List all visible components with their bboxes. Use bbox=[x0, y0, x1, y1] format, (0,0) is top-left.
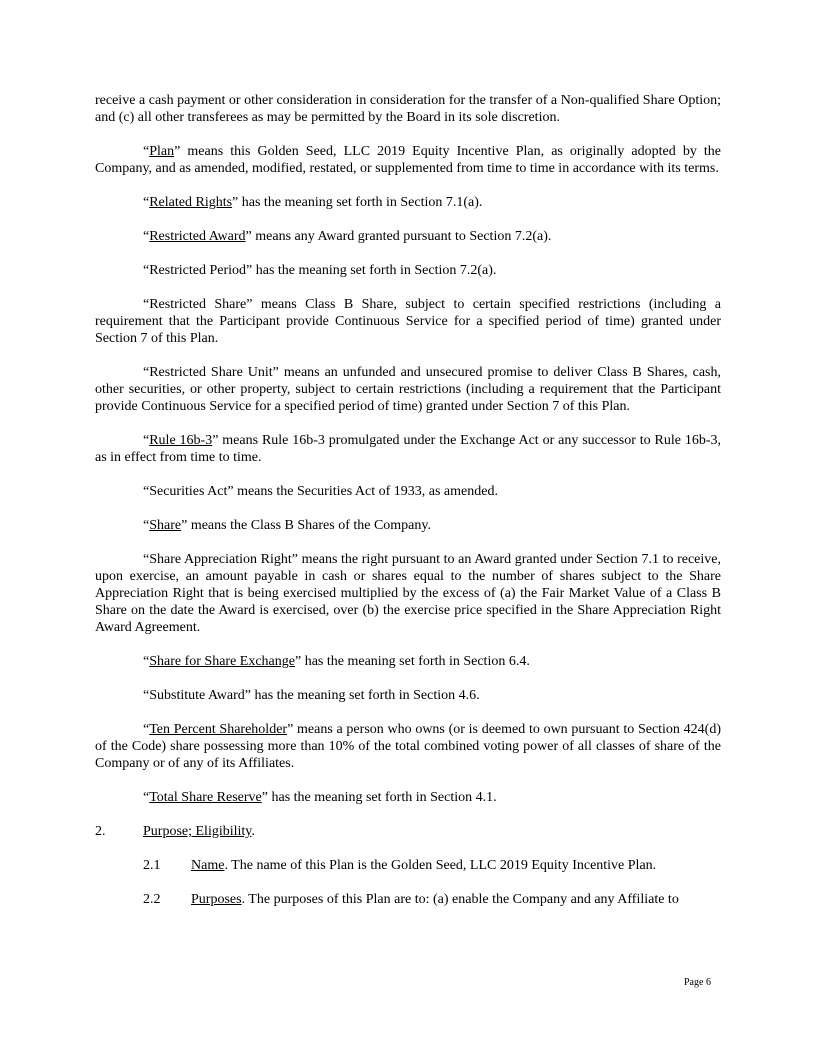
subsection-number: 2.2 bbox=[143, 892, 161, 907]
definition-paragraph-share bbox=[95, 517, 721, 534]
page-number: Page 6 bbox=[684, 977, 711, 988]
quote-open: “ bbox=[143, 433, 150, 448]
definition-paragraph-securities-act bbox=[95, 483, 721, 500]
defined-term: Total Share Reserve bbox=[149, 790, 262, 805]
quote-open: “ bbox=[143, 518, 150, 533]
definition-text: “Share Appreciation Right” means the right pursuant to an Award granted under Section 7.1 to receive, upon exercise, an amount payable in cash or shares equal to the number of shares subject to the Share Appreciation Right that is being exercised multiplied by the excess of (a) the Fair Market Value of a Class B Share on the date the Award is exercised, over (b) the exercise price specified in the Share Appreciation Right Award Agreement. bbox=[95, 552, 721, 635]
definition-text: ” means Rule 16b-3 promulgated under the Exchange Act or any successor to Rule 16b-3, as in effect from time to time. bbox=[95, 433, 721, 465]
document-content bbox=[95, 92, 721, 925]
definition-text: ” has the meaning set forth in Section 6.4. bbox=[295, 654, 530, 669]
section-heading bbox=[95, 823, 721, 840]
quote-open: “ bbox=[143, 195, 150, 210]
quote-open: “ bbox=[143, 654, 150, 669]
definition-text: ” means any Award granted pursuant to Section 7.2(a). bbox=[245, 229, 552, 244]
defined-term: Share bbox=[149, 518, 182, 533]
paragraph-text: receive a cash payment or other consideration in consideration for the transfer of a Non-qualified Share Option; and (c) all other transferees as may be permitted by the Board in its sole discretion. bbox=[95, 93, 721, 125]
definition-text: ” has the meaning set forth in Section 7.1(a). bbox=[232, 195, 483, 210]
quote-open: “ bbox=[143, 144, 150, 159]
definition-text: “Substitute Award” has the meaning set forth in Section 4.6. bbox=[143, 688, 480, 703]
defined-term: Restricted Award bbox=[149, 229, 246, 244]
definition-paragraph-plan bbox=[95, 143, 721, 177]
defined-term: Ten Percent Shareholder bbox=[149, 722, 288, 737]
definition-paragraph-restricted-share-unit bbox=[95, 364, 721, 415]
subsection-text: . The purposes of this Plan are to: (a) enable the Company and any Affiliate to bbox=[241, 892, 679, 907]
definition-text: ” has the meaning set forth in Section 4.1. bbox=[261, 790, 497, 805]
definition-paragraph-substitute-award bbox=[95, 687, 721, 704]
defined-term: Plan bbox=[149, 144, 175, 159]
subsection-purposes bbox=[95, 891, 721, 908]
section-number: 2. bbox=[95, 824, 106, 839]
definition-text: “Restricted Share Unit” means an unfunded and unsecured promise to deliver Class B Shares, cash, other securities, or other property, subject to certain restrictions (including a requirement that the Participant provide Continuous Service for a specified period of time) granted under Section 7 of this Plan. bbox=[95, 365, 721, 414]
subsection-text: . The name of this Plan is the Golden Seed, LLC 2019 Equity Incentive Plan. bbox=[224, 858, 657, 873]
definition-paragraph-ten-percent-shareholder bbox=[95, 721, 721, 772]
definition-paragraph-share-for-share-exchange bbox=[95, 653, 721, 670]
definition-paragraph-rule-16b3 bbox=[95, 432, 721, 466]
definition-text: “Restricted Share” means Class B Share, subject to certain specified restrictions (including a requirement that the Participant provide Continuous Service for a specified period of time) granted under Section 7 of this Plan. bbox=[95, 297, 721, 346]
definition-text: “Restricted Period” has the meaning set forth in Section 7.2(a). bbox=[143, 263, 497, 278]
section-title-period: . bbox=[251, 824, 255, 839]
subsection-term: Name bbox=[191, 858, 225, 873]
quote-open: “ bbox=[143, 229, 150, 244]
definition-paragraph-restricted-share bbox=[95, 296, 721, 347]
defined-term: Share for Share Exchange bbox=[149, 654, 295, 669]
definition-paragraph-related-rights bbox=[95, 194, 721, 211]
section-title: Purpose; Eligibility bbox=[143, 824, 252, 839]
quote-open: “ bbox=[143, 722, 150, 737]
defined-term: Related Rights bbox=[149, 195, 233, 210]
definition-text: ” means a person who owns (or is deemed to own pursuant to Section 424(d) of the Code) share possessing more than 10% of the total combined voting power of all classes of share of the Company or of any of its Affiliates. bbox=[95, 722, 721, 771]
defined-term: Rule 16b-3 bbox=[149, 433, 213, 448]
definition-paragraph-total-share-reserve bbox=[95, 789, 721, 806]
subsection-number: 2.1 bbox=[143, 858, 161, 873]
definition-text: ” means the Class B Shares of the Company. bbox=[181, 518, 431, 533]
quote-open: “ bbox=[143, 790, 150, 805]
definition-text: ” means this Golden Seed, LLC 2019 Equity Incentive Plan, as originally adopted by the Company, and as amended, modified, restated, or supplemented from time to time in accordance with its terms. bbox=[95, 144, 721, 176]
paragraph-continuation bbox=[95, 92, 721, 126]
subsection-term: Purposes bbox=[191, 892, 242, 907]
definition-paragraph-share-appreciation-right bbox=[95, 551, 721, 636]
definition-text: “Securities Act” means the Securities Act of 1933, as amended. bbox=[143, 484, 498, 499]
definition-paragraph-restricted-period bbox=[95, 262, 721, 279]
subsection-name bbox=[95, 857, 721, 874]
definition-paragraph-restricted-award bbox=[95, 228, 721, 245]
